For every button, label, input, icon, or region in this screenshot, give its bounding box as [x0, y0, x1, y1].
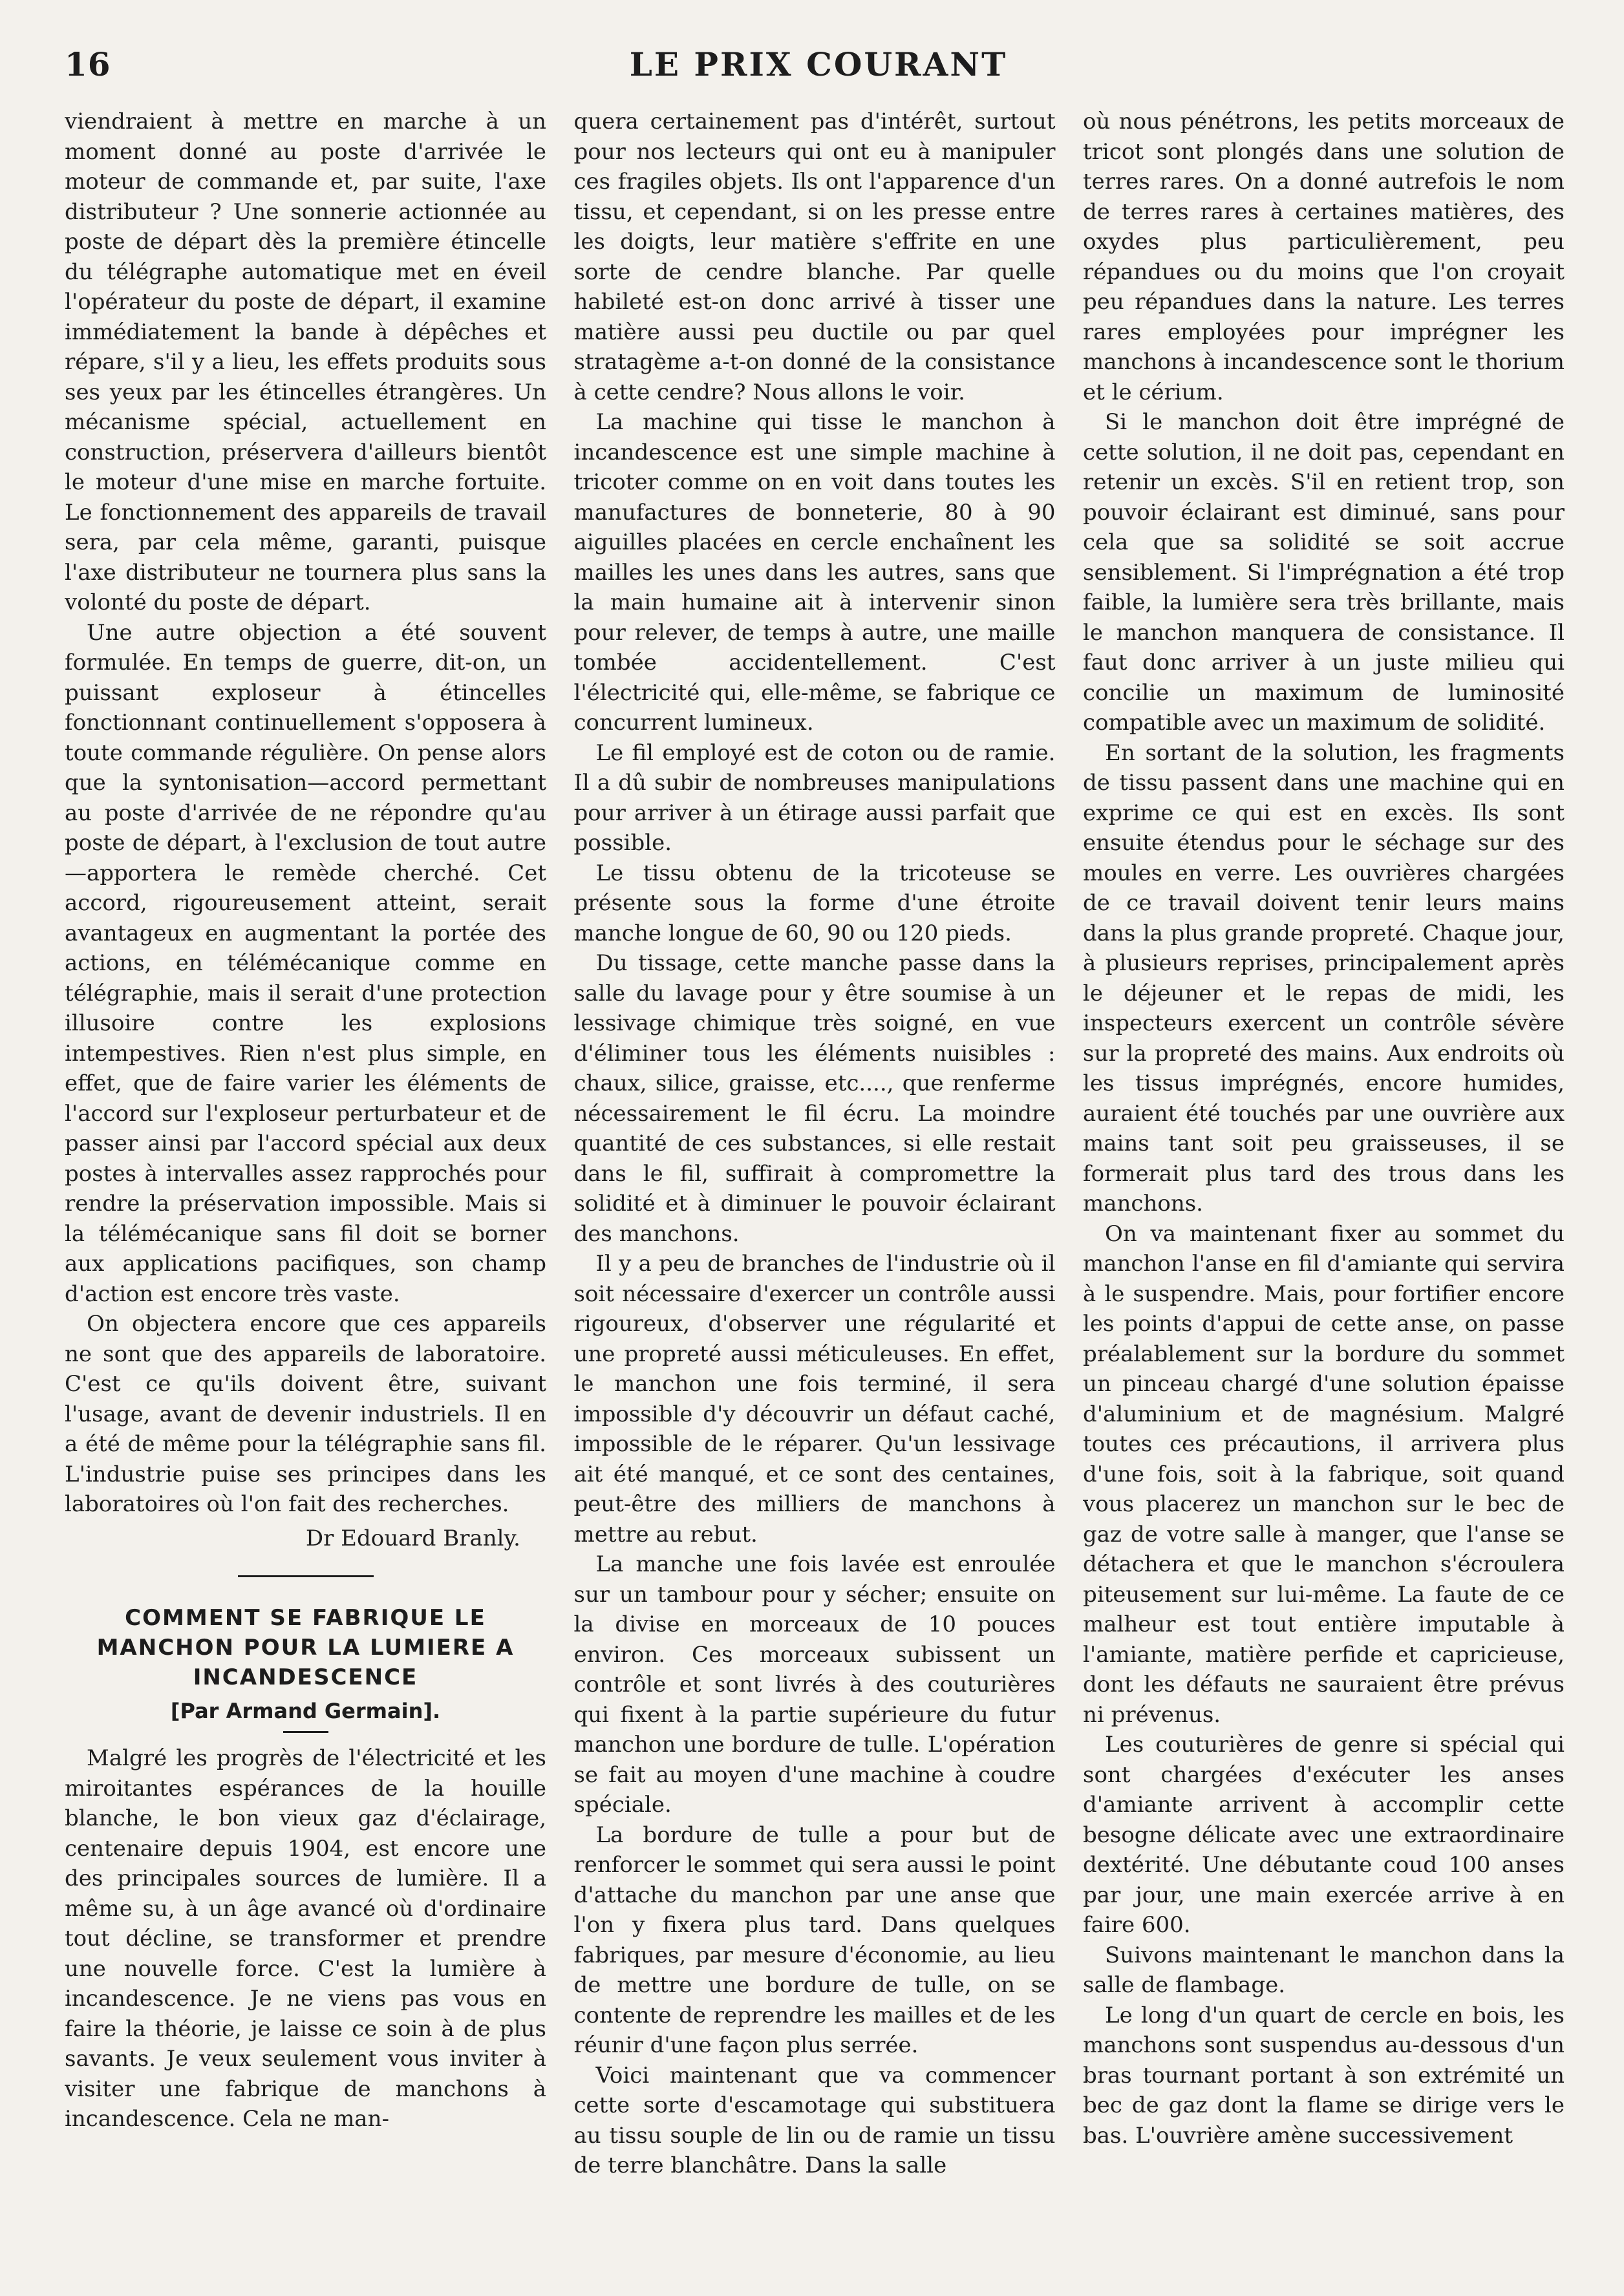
- paragraph: La machine qui tisse le manchon à incandescence est une simple machine à tricoter comme on en voit dans toutes les manufactures de bonneterie, 80 à 90 aiguilles placées en cercle enchaînent les mailles les unes dans les autres, sans que la main humaine ait à intervenir sinon pour relever, de temps à autre, une maille tombée accidentellement. C'est l'électricité qui, elle-même, se fabrique ce concurrent lumineux.: [573, 409, 1056, 736]
- paragraph: Si le manchon doit être imprégné de cette solution, il ne doit pas, cependant en retenir un excès. S'il en retient trop, son pouvoir éclairant est diminué, sans pour cela que sa solidité se soit accrue sensiblement. Si l'imprégnation a été trop faible, la lumière sera très brillante, mais le manchon manquera de consistance. Il faut donc arriver à un juste milieu qui concilie un maximum de luminosité compatible avec un maximum de solidité.: [1083, 409, 1565, 736]
- paragraph: La bordure de tulle a pour but de renforcer le sommet qui sera aussi le point d'attache du manchon par une anse que l'on y fixera plus tard. Dans quelques fabriques, par mesure d'économie, au lieu de mettre une bordure de tulle, on se contente de reprendre les mailles et de les réunir d'une façon plus serrée.: [573, 1822, 1056, 2058]
- journal-title: LE PRIX COURANT: [629, 45, 1008, 83]
- section-divider: [238, 1575, 374, 1577]
- paragraph: Du tissage, cette manche passe dans la salle du lavage pour y être soumise à un lessivage chimique très soigné, en vue d'éliminer tous les éléments nuisibles : chaux, silice, graisse, etc...., que renferme nécessairement le fil écru. La moindre quantité de ces substances, si elle restait dans le fil, suffirait à compromettre la solidité et à diminuer le pouvoir éclairant des manchons.: [573, 950, 1056, 1247]
- column-1: [65, 107, 546, 2279]
- column-2: [574, 107, 1056, 2279]
- paragraph: Voici maintenant que va commencer cette sorte d'escamotage qui substituera au tissu souple de lin ou de ramie un tissu de terre blanchâtre. Dans la salle: [573, 2062, 1056, 2178]
- paragraph: Une autre objection a été souvent formulée. En temps de guerre, dit-on, un puissant exploseur à étincelles fonctionnant continuellement s'opposera à toute commande régulière. On pense alors que la syntonisation—accord permettant au poste d'arrivée de ne répondre qu'au poste de départ, à l'exclusion de tout autre—apportera le remède cherché. Cet accord, rigoureusement atteint, serait avantageux en augmentant la portée des actions, en télémécanique comme en télégraphie, mais il serait d'une protection illusoire contre les explosions intempestives. Rien n'est plus simple, en effet, que de faire varier les éléments de l'accord sur l'exploseur perturbateur et de passer ainsi par l'accord spécial aux deux postes à intervalles assez rapprochés pour rendre la préservation impossible. Mais si la télémécanique sans fil doit se borner aux applications pacifiques, son champ d'action est encore très vaste.: [65, 619, 546, 1307]
- paragraph: Malgré les progrès de l'électricité et les miroitantes espérances de la houille blanche, le bon vieux gaz d'éclairage, centenaire depuis 1904, est encore une des principales sources de lumière. Il a même su, à un âge avancé où d'ordinaire tout décline, se transformer et prendre une nouvelle force. C'est la lumière à incandescence. Je ne viens pas vous en faire la théorie, je laisse ce soin à de plus savants. Je veux seulement vous inviter à visiter une fabrique de manchons à incandescence. Cela ne man-: [65, 1745, 546, 2132]
- byline-divider: [283, 1731, 328, 1733]
- column-3: [1083, 107, 1565, 2279]
- article-byline: [Par Armand Germain].: [170, 1699, 441, 1723]
- text-columns: [65, 107, 1565, 2279]
- paragraph: Les couturières de genre si spécial qui sont chargées d'exécuter les anses d'amiante arrivent à accomplir cette besogne délicate avec une extraordinaire dextérité. Une débutante coud 100 anses par jour, une main exercée arrive à en faire 600.: [1083, 1732, 1565, 1938]
- paragraph: Le long d'un quart de cercle en bois, les manchons sont suspendus au-dessous d'un bras tournant portant à son extrémité un bec de gaz dont la flame se dirige vers le bas. L'ouvrière amène successivement: [1083, 2002, 1565, 2149]
- paragraph: Le tissu obtenu de la tricoteuse se présente sous la forme d'une étroite manche longue de 60, 90 ou 120 pieds.: [573, 860, 1056, 946]
- paragraph: Il y a peu de branches de l'industrie où il soit nécessaire d'exercer un contrôle aussi rigoureux, d'observer une régularité et une propreté aussi méticuleuses. En effet, le manchon une fois terminé, il sera impossible d'y découvrir un défaut caché, impossible de le réparer. Qu'un lessivage ait été manqué, et ce sont des centaines, peut-être des milliers de manchons à mettre au rebut.: [573, 1251, 1056, 1547]
- page-header: [65, 37, 1572, 89]
- paragraph: où nous pénétrons, les petits morceaux de tricot sont plongés dans une solution de terres rares. On a donné autrefois le nom de terres rares à certaines matières, des oxydes plus particulièrement, peu répandues ou du moins que l'on croyait peu répandues dans la nature. Les terres rares employées pour imprégner les manchons à incandescence sont le thorium et le cérium.: [1083, 109, 1565, 405]
- article-title: COMMENT SE FABRIQUE LE MANCHON POUR LA LUMIERE A INCANDESCENCE: [96, 1605, 515, 1690]
- paragraph: Le fil employé est de coton ou de ramie. Il a dû subir de nombreuses manipulations pour arriver à un étirage aussi parfait que possible.: [573, 739, 1056, 856]
- paragraph: On va maintenant fixer au sommet du manchon l'anse en fil d'amiante qui servira à le suspendre. Mais, pour fortifier encore les points d'appui de cette anse, on passe préalablement sur la bordure du sommet un pinceau chargé d'une solution épaisse d'aluminium et de magnésium. Malgré toutes ces précautions, il arrivera plus d'une fois, soit à la fabrique, soit quand vous placerez un manchon sur le bec de gaz de votre salle à manger, que l'anse se détachera et que le manchon s'écroulera piteusement sur lui-même. La faute de ce malheur est tout entière imputable à l'amiante, matière perfide et capricieuse, dont les défauts ne sauraient être prévus ni prévenus.: [1083, 1220, 1565, 1728]
- paragraph: En sortant de la solution, les fragments de tissu passent dans une machine qui en exprime ce qui est en excès. Ils sont ensuite étendus pour le séchage sur des moules en verre. Les ouvrières chargées de ce travail doivent tenir leurs mains dans la plus grande propreté. Chaque jour, à plusieurs reprises, principalement après le déjeuner et le repas de midi, les inspecteurs exercent un contrôle sévère sur la propreté des mains. Aux endroits où les tissus imprégnés, encore humides, auraient été touchés par une ouvrière aux mains tant soit peu graisseuses, il se formerait plus tard des trous dans les manchons.: [1083, 739, 1565, 1217]
- paragraph: On objectera encore que ces appareils ne sont que des appareils de laboratoire. C'est ce qu'ils doivent être, suivant l'usage, avant de devenir industriels. Il en a été de même pour la télégraphie sans fil. L'industrie puise ses principes dans les laboratoires où l'on fait des recherches.: [65, 1311, 546, 1517]
- paragraph: viendraient à mettre en marche à un moment donné au poste d'arrivée le moteur de commande et, par suite, l'axe distributeur ? Une sonnerie actionnée au poste de départ dès la première étincelle du télégraphe automatique met en éveil l'opérateur du poste de départ, il examine immédiatement la bande à dépêches et répare, s'il y a lieu, les effets produits sous ses yeux par les étincelles étrangères. Un mécanisme spécial, actuellement en construction, préservera d'ailleurs bientôt le moteur d'une mise en marche fortuite. Le fonctionnement des appareils de travail sera, par cela même, garanti, puisque l'axe distributeur ne tournera plus sans la volonté du poste de départ.: [65, 109, 546, 615]
- paragraph: quera certainement pas d'intérêt, surtout pour nos lecteurs qui ont eu à manipuler ces fragiles objets. Ils ont l'apparence d'un tissu, et cependant, si on les presse entre les doigts, leur matière s'effrite en une sorte de cendre blanche. Par quelle habileté est-on donc arrivé à tisser une matière aussi peu ductile ou par quel stratagème a-t-on donné de la consistance à cette cendre? Nous allons le voir.: [573, 109, 1056, 405]
- page-number: 16: [65, 45, 111, 83]
- author-signature: Dr Edouard Branly.: [305, 1525, 520, 1551]
- paragraph: La manche une fois lavée est enroulée sur un tambour pour y sécher; ensuite on la divise en morceaux de 10 pouces environ. Ces morceaux subissent un contrôle et sont livrés à des couturières qui fixent à la partie supérieure du futur manchon une bordure de tulle. L'opération se fait au moyen d'une machine à coudre spéciale.: [573, 1551, 1056, 1818]
- paragraph: Suivons maintenant le manchon dans la salle de flambage.: [1083, 1942, 1565, 1998]
